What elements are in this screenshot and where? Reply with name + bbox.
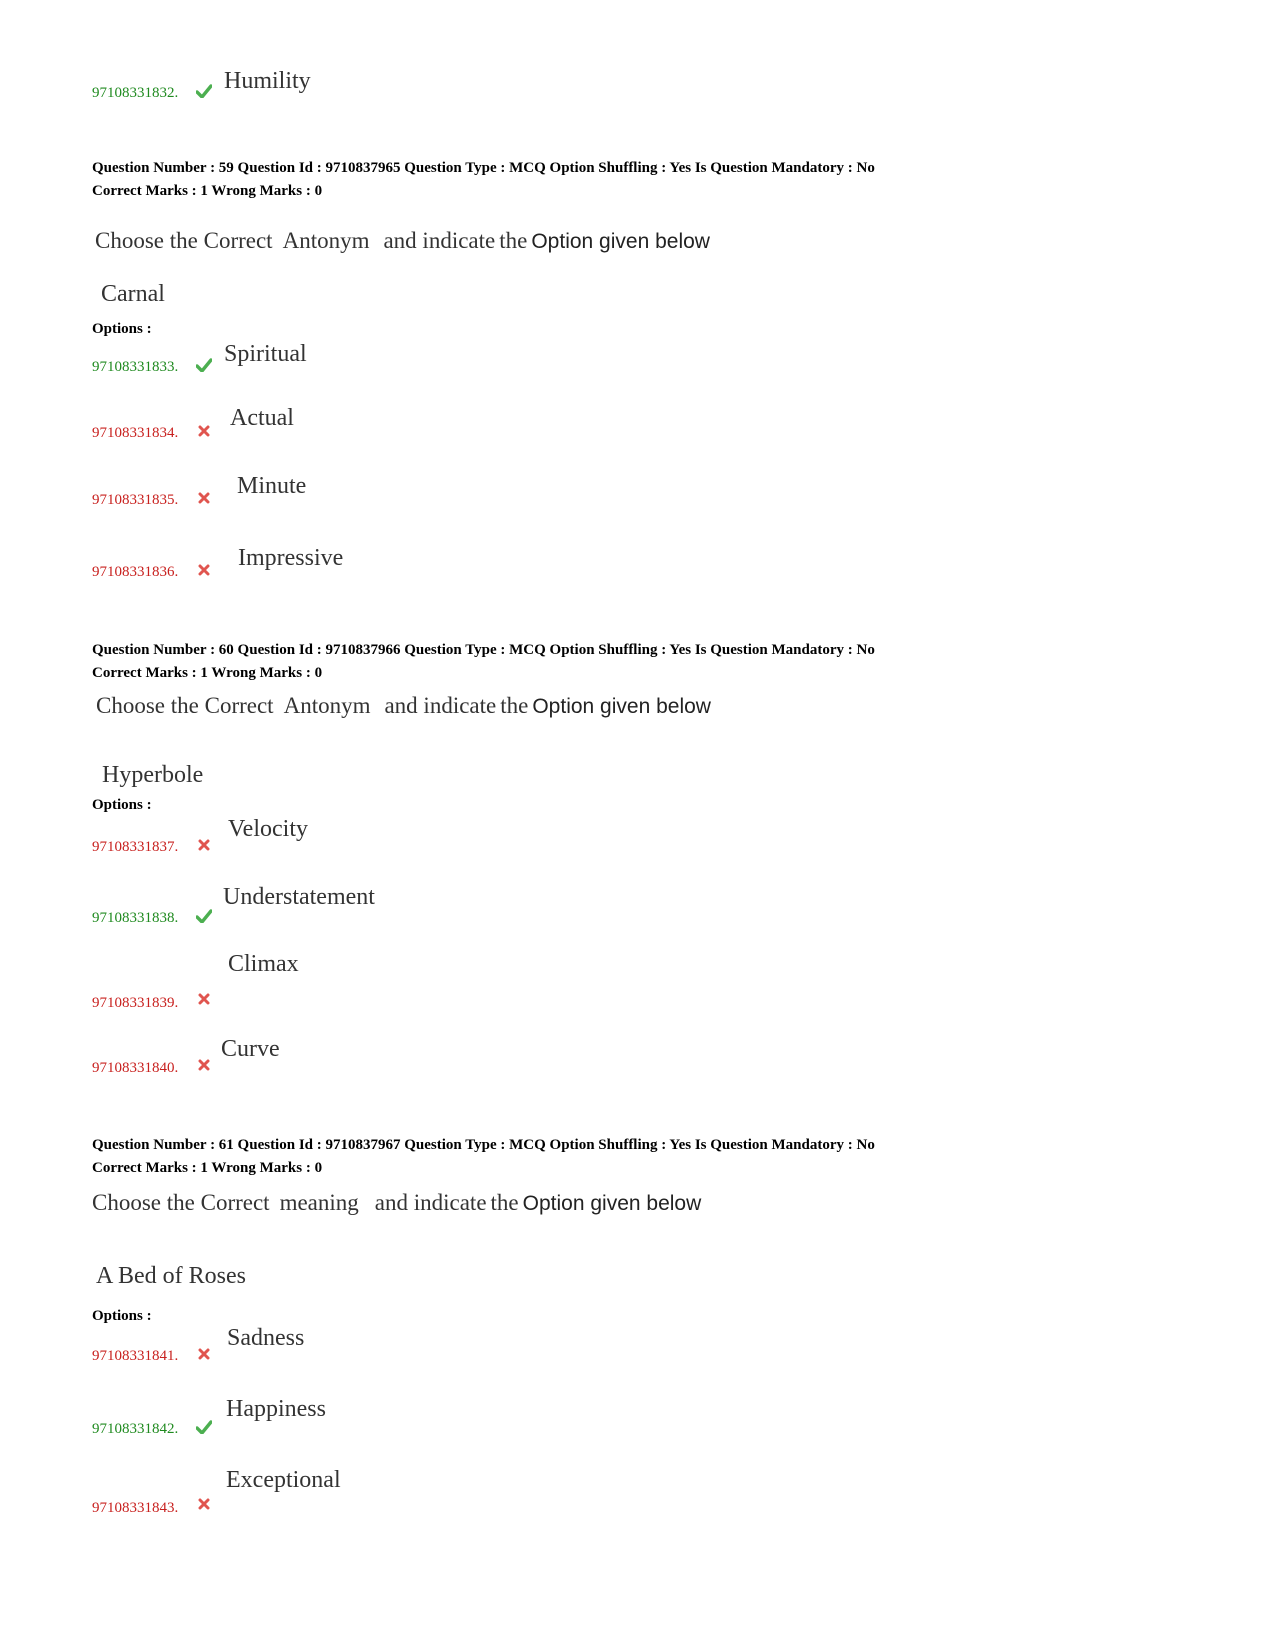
- option-id: 97108331835.: [92, 492, 179, 508]
- option-id: 97108331832.: [92, 85, 179, 101]
- option-text: Humility: [224, 68, 311, 94]
- option-text: Curve: [221, 1036, 280, 1062]
- question-marks: Correct Marks : 1 Wrong Marks : 0: [92, 183, 323, 199]
- question-marks: Correct Marks : 1 Wrong Marks : 0: [92, 1160, 323, 1176]
- cross-icon: [198, 1348, 210, 1360]
- cross-icon: [198, 492, 210, 504]
- option-text: Velocity: [228, 816, 308, 842]
- check-icon: [196, 358, 212, 372]
- option-id: 97108331833.: [92, 359, 179, 375]
- option-text: Sadness: [227, 1325, 305, 1351]
- option-id: 97108331842.: [92, 1421, 179, 1437]
- cross-icon: [198, 839, 210, 851]
- option-text: Impressive: [238, 545, 344, 571]
- option-id: 97108331834.: [92, 425, 179, 441]
- option-text: Happiness: [226, 1396, 326, 1422]
- option-text: Actual: [230, 405, 294, 431]
- option-id: 97108331839.: [92, 995, 179, 1011]
- options-label: Options :: [92, 1308, 152, 1324]
- question-prompt: Choose the Correct meaning and indicate the Option given below: [92, 1190, 702, 1215]
- check-icon: [196, 1420, 212, 1434]
- cross-icon: [198, 564, 210, 576]
- options-label: Options :: [92, 321, 152, 337]
- question-prompt: Choose the Correct Antonym and indicate the Option given below: [95, 228, 710, 253]
- check-icon: [196, 84, 212, 98]
- option-text: Minute: [237, 473, 307, 499]
- option-id: 97108331836.: [92, 564, 179, 580]
- question-meta: Question Number : 61 Question Id : 9710837967 Question Type : MCQ Option Shuffling : Yes Is Question Mandatory : No: [92, 1137, 875, 1153]
- option-text: Spiritual: [224, 341, 307, 367]
- question-word: A Bed of Roses: [96, 1263, 246, 1289]
- cross-icon: [198, 425, 210, 437]
- question-word: Hyperbole: [102, 762, 204, 788]
- question-word: Carnal: [101, 281, 165, 307]
- option-text: Exceptional: [226, 1467, 341, 1493]
- option-id: 97108331837.: [92, 839, 179, 855]
- options-label: Options :: [92, 797, 152, 813]
- option-text: Climax: [228, 951, 299, 977]
- question-meta: Question Number : 59 Question Id : 9710837965 Question Type : MCQ Option Shuffling : Yes Is Question Mandatory : No: [92, 160, 875, 176]
- question-meta: Question Number : 60 Question Id : 9710837966 Question Type : MCQ Option Shuffling : Yes Is Question Mandatory : No: [92, 642, 875, 658]
- cross-icon: [198, 1498, 210, 1510]
- option-id: 97108331843.: [92, 1500, 179, 1516]
- option-text: Understatement: [223, 884, 375, 910]
- option-id: 97108331840.: [92, 1060, 179, 1076]
- cross-icon: [198, 993, 210, 1005]
- question-prompt: Choose the Correct Antonym and indicate the Option given below: [96, 693, 711, 718]
- question-marks: Correct Marks : 1 Wrong Marks : 0: [92, 665, 323, 681]
- option-id: 97108331841.: [92, 1348, 179, 1364]
- option-id: 97108331838.: [92, 910, 179, 926]
- check-icon: [196, 909, 212, 923]
- cross-icon: [198, 1059, 210, 1071]
